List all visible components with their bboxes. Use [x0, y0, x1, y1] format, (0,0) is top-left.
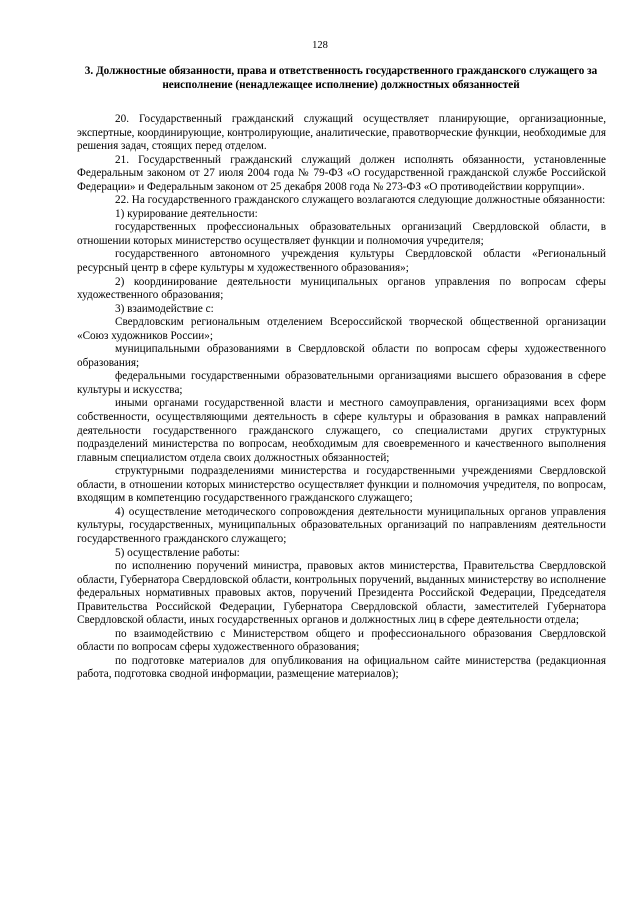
paragraph: государственного автономного учреждения культуры Свердловской области «Региональный ресурсный центр в сфере культуры м художественного образования»;	[77, 248, 606, 275]
paragraph: 20. Государственный гражданский служащий осуществляет планирующие, организационные, экспертные, координирующие, контролирующие, аналитические, правотворческие функции, необходимые для решения задач, стоящих перед отделом.	[77, 113, 606, 153]
paragraph: 2) координирование деятельности муниципальных органов управления по вопросам сферы художественного образования;	[77, 275, 606, 302]
paragraph: по исполнению поручений министра, правовых актов министерства, Правительства Свердловской области, Губернатора Свердловской области, контрольных поручений, выданных министерству во исполнение федеральных нормативных правовых актов, поручений Президента Российской Федерации, Председателя Правительства Российской Федерации, Губернатора Свердловской области, заместителей Губернатора Свердловской области, иных государственных органов и должностных лиц в сфере деятельности отдела;	[77, 560, 606, 627]
body-text	[77, 113, 606, 682]
paragraph: федеральными государственными образовательными организациями высшего образования в сфере культуры и искусства;	[77, 370, 606, 396]
paragraph: 22. На государственного гражданского служащего возлагаются следующие должностные обязанности:	[115, 194, 606, 207]
paragraph: иными органами государственной власти и местного самоуправления, организациями всех форм собственности, осуществляющими деятельность в сфере культуры и образования в рамках направлений деятельности государственного гражданского служащего, со специалистами других структурных подразделений министерства по вопросам, необходимым для своевременного и качественного выполнения главным специалистом отдела своих должностных обязанностей;	[77, 397, 606, 464]
paragraph: 4) осуществление методического сопровождения деятельности муниципальных органов управления культуры, государственных, муниципальных образовательных организаций по направлениям деятельности государственного гражданского служащего;	[77, 505, 606, 545]
paragraph: по взаимодействию с Министерством общего и профессионального образования Свердловской области по вопросам сферы художественного образования;	[77, 627, 606, 654]
paragraph: 21. Государственный гражданский служащий должен исполнять обязанности, установленные Федеральным законом от 27 июля 2004 года № 79-ФЗ «О государственной гражданской службе Российской Федерации» и Федеральным законом от 25 декабря 2008 года № 273-ФЗ «О противодействии коррупции».	[77, 153, 606, 193]
paragraph: 3) взаимодействие с:	[115, 302, 214, 315]
paragraph: Свердловским региональным отделением Всероссийской творческой общественной организации «Союз художников России»;	[77, 316, 606, 342]
paragraph: по подготовке материалов для опубликования на официальном сайте министерства (редакционная работа, подготовка сводной информации, размещение материалов);	[77, 654, 606, 681]
paragraph: муниципальными образованиями в Свердловской области по вопросам сферы художественного образования;	[77, 343, 606, 369]
paragraph: 5) осуществление работы:	[115, 546, 240, 559]
paragraph: 1) курирование деятельности:	[115, 207, 258, 220]
page-number: 128	[312, 40, 328, 51]
paragraph: структурными подразделениями министерства и государственными учреждениями Свердловской области, в отношении которых министерство осуществляет функции и полномочия учредителя, по вопросам, входящим в компетенцию государственного гражданского служащего;	[77, 465, 606, 505]
paragraph: государственных профессиональных образовательных организаций Свердловской области, в отношении которых министерство осуществляет функции и полномочия учредителя;	[77, 221, 606, 247]
section-heading: 3. Должностные обязанности, права и ответственность государственного гражданского служащего за неисполнение (ненадлежащее исполнение) должностных обязанностей	[84, 65, 598, 91]
